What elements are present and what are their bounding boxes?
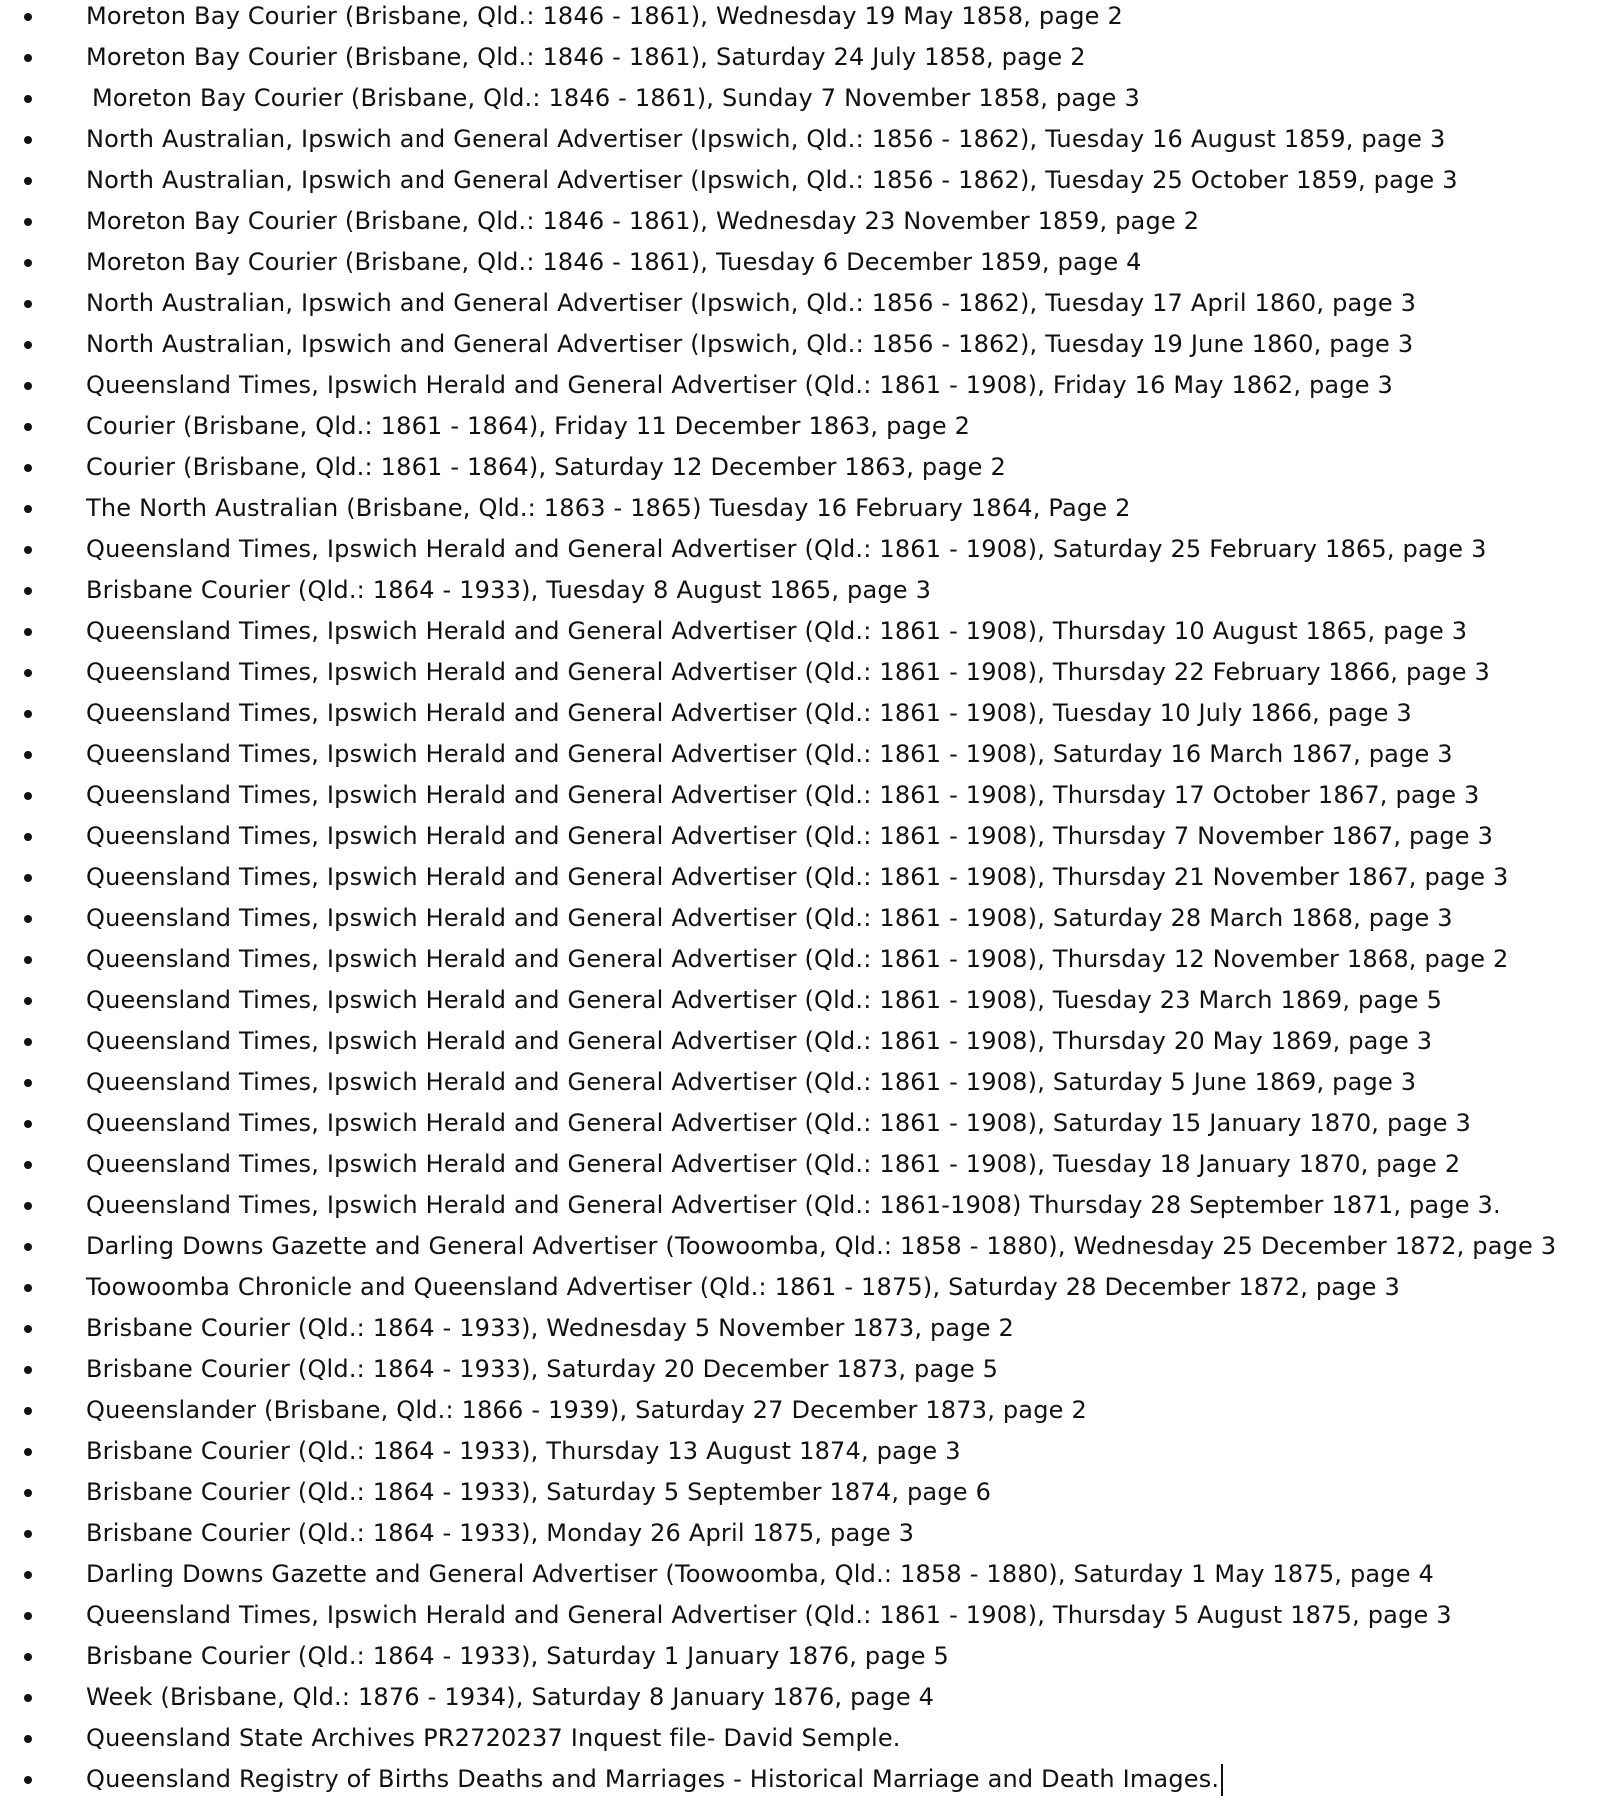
list-item bbox=[0, 1722, 1606, 1763]
bullet-icon bbox=[24, 710, 32, 718]
list-item bbox=[0, 656, 1606, 697]
list-item bbox=[0, 41, 1606, 82]
reference-text[interactable]: North Australian, Ipswich and General Advertiser (Ipswich, Qld.: 1856 - 1862), Tuesday 17 April 1860, page 3 bbox=[86, 289, 1417, 317]
bullet-icon bbox=[24, 259, 32, 267]
bullet-icon bbox=[24, 423, 32, 431]
reference-text[interactable]: Queensland Times, Ipswich Herald and General Advertiser (Qld.: 1861 - 1908), Saturday 25 February 1865, page 3 bbox=[86, 535, 1487, 563]
list-item bbox=[0, 451, 1606, 492]
bullet-icon bbox=[24, 177, 32, 185]
reference-text[interactable]: The North Australian (Brisbane, Qld.: 1863 - 1865) Tuesday 16 February 1864, Page 2 bbox=[86, 494, 1131, 522]
list-item bbox=[0, 123, 1606, 164]
bullet-icon bbox=[24, 382, 32, 390]
reference-text[interactable]: Queenslander (Brisbane, Qld.: 1866 - 1939), Saturday 27 December 1873, page 2 bbox=[86, 1396, 1087, 1424]
reference-text[interactable]: Queensland Times, Ipswich Herald and General Advertiser (Qld.: 1861 - 1908), Tuesday 23 March 1869, page 5 bbox=[86, 986, 1443, 1014]
reference-text[interactable]: Moreton Bay Courier (Brisbane, Qld.: 1846 - 1861), Wednesday 23 November 1859, page 2 bbox=[86, 207, 1200, 235]
reference-text[interactable]: Queensland Times, Ipswich Herald and General Advertiser (Qld.: 1861 - 1908), Thursday 20 May 1869, page 3 bbox=[86, 1027, 1433, 1055]
list-item bbox=[0, 1763, 1606, 1804]
bullet-icon bbox=[24, 1120, 32, 1128]
list-item bbox=[0, 164, 1606, 205]
bullet-icon bbox=[24, 54, 32, 62]
reference-text[interactable]: Darling Downs Gazette and General Advertiser (Toowoomba, Qld.: 1858 - 1880), Saturday 1 May 1875, page 4 bbox=[86, 1560, 1435, 1588]
list-item bbox=[0, 205, 1606, 246]
bullet-icon bbox=[24, 1776, 32, 1784]
list-item bbox=[0, 1107, 1606, 1148]
list-item bbox=[0, 328, 1606, 369]
bullet-icon bbox=[24, 1612, 32, 1620]
reference-text[interactable]: Queensland Times, Ipswich Herald and General Advertiser (Qld.: 1861 - 1908), Saturday 15 January 1870, page 3 bbox=[86, 1109, 1471, 1137]
list-item bbox=[0, 492, 1606, 533]
reference-text[interactable]: Moreton Bay Courier (Brisbane, Qld.: 1846 - 1861), Wednesday 19 May 1858, page 2 bbox=[86, 2, 1123, 30]
list-item bbox=[0, 943, 1606, 984]
bullet-icon bbox=[24, 792, 32, 800]
reference-text[interactable]: Brisbane Courier (Qld.: 1864 - 1933), Thursday 13 August 1874, page 3 bbox=[86, 1437, 961, 1465]
bullet-icon bbox=[24, 1038, 32, 1046]
list-item bbox=[0, 697, 1606, 738]
list-item bbox=[0, 82, 1606, 123]
bullet-icon bbox=[24, 218, 32, 226]
bullet-icon bbox=[24, 1202, 32, 1210]
list-item bbox=[0, 820, 1606, 861]
reference-text[interactable]: Queensland Times, Ipswich Herald and General Advertiser (Qld.: 1861 - 1908), Tuesday 18 January 1870, page 2 bbox=[86, 1150, 1461, 1178]
reference-text[interactable]: Moreton Bay Courier (Brisbane, Qld.: 1846 - 1861), Saturday 24 July 1858, page 2 bbox=[86, 43, 1086, 71]
reference-text[interactable]: Queensland Times, Ipswich Herald and General Advertiser (Qld.: 1861 - 1908), Saturday 28 March 1868, page 3 bbox=[86, 904, 1453, 932]
bullet-icon bbox=[24, 669, 32, 677]
reference-text[interactable]: Brisbane Courier (Qld.: 1864 - 1933), Tuesday 8 August 1865, page 3 bbox=[86, 576, 932, 604]
list-item bbox=[0, 1517, 1606, 1558]
bullet-icon bbox=[24, 956, 32, 964]
list-item bbox=[0, 1599, 1606, 1640]
bullet-icon bbox=[24, 1530, 32, 1538]
text-cursor bbox=[1221, 1764, 1223, 1796]
bullet-icon bbox=[24, 751, 32, 759]
reference-text[interactable]: North Australian, Ipswich and General Advertiser (Ipswich, Qld.: 1856 - 1862), Tuesday 16 August 1859, page 3 bbox=[86, 125, 1446, 153]
bullet-icon bbox=[24, 1243, 32, 1251]
reference-text[interactable]: Moreton Bay Courier (Brisbane, Qld.: 1846 - 1861), Sunday 7 November 1858, page 3 bbox=[92, 84, 1140, 112]
reference-text[interactable]: Queensland Times, Ipswich Herald and General Advertiser (Qld.: 1861 - 1908), Thursday 10 August 1865, page 3 bbox=[86, 617, 1468, 645]
list-item bbox=[0, 984, 1606, 1025]
bullet-icon bbox=[24, 1284, 32, 1292]
bullet-icon bbox=[24, 505, 32, 513]
reference-text[interactable]: Toowoomba Chronicle and Queensland Advertiser (Qld.: 1861 - 1875), Saturday 28 December 1872, page 3 bbox=[86, 1273, 1400, 1301]
reference-text[interactable]: Queensland Times, Ipswich Herald and General Advertiser (Qld.: 1861 - 1908), Thursday 7 November 1867, page 3 bbox=[86, 822, 1494, 850]
reference-text[interactable]: Queensland Times, Ipswich Herald and General Advertiser (Qld.: 1861 - 1908), Thursday 17 October 1867, page 3 bbox=[86, 781, 1480, 809]
reference-text[interactable]: North Australian, Ipswich and General Advertiser (Ipswich, Qld.: 1856 - 1862), Tuesday 19 June 1860, page 3 bbox=[86, 330, 1414, 358]
list-item bbox=[0, 574, 1606, 615]
list-item bbox=[0, 861, 1606, 902]
list-item bbox=[0, 1435, 1606, 1476]
list-item bbox=[0, 1476, 1606, 1517]
reference-text[interactable]: Queensland Times, Ipswich Herald and General Advertiser (Qld.: 1861 - 1908), Thursday 12 November 1868, page 2 bbox=[86, 945, 1509, 973]
bullet-icon bbox=[24, 628, 32, 636]
bullet-icon bbox=[24, 341, 32, 349]
reference-text[interactable]: Brisbane Courier (Qld.: 1864 - 1933), Saturday 1 January 1876, page 5 bbox=[86, 1642, 949, 1670]
reference-text[interactable]: Brisbane Courier (Qld.: 1864 - 1933), Wednesday 5 November 1873, page 2 bbox=[86, 1314, 1015, 1342]
reference-text[interactable]: North Australian, Ipswich and General Advertiser (Ipswich, Qld.: 1856 - 1862), Tuesday 25 October 1859, page 3 bbox=[86, 166, 1458, 194]
bullet-icon bbox=[24, 136, 32, 144]
list-item bbox=[0, 1025, 1606, 1066]
bullet-icon bbox=[24, 874, 32, 882]
list-item bbox=[0, 1312, 1606, 1353]
reference-text[interactable]: Queensland Times, Ipswich Herald and General Advertiser (Qld.: 1861 - 1908), Saturday 16 March 1867, page 3 bbox=[86, 740, 1453, 768]
list-item bbox=[0, 1640, 1606, 1681]
list-item bbox=[0, 287, 1606, 328]
list-item bbox=[0, 1230, 1606, 1271]
reference-text[interactable]: Queensland State Archives PR2720237 Inquest file- David Semple. bbox=[86, 1724, 901, 1752]
bullet-icon bbox=[24, 997, 32, 1005]
bullet-icon bbox=[24, 915, 32, 923]
bullet-icon bbox=[24, 1448, 32, 1456]
bullet-icon bbox=[24, 1325, 32, 1333]
bullet-icon bbox=[24, 546, 32, 554]
bullet-icon bbox=[24, 464, 32, 472]
list-item bbox=[0, 1681, 1606, 1722]
bullet-icon bbox=[24, 300, 32, 308]
list-item bbox=[0, 369, 1606, 410]
bullet-icon bbox=[24, 1489, 32, 1497]
bullet-icon bbox=[24, 587, 32, 595]
reference-text[interactable]: Moreton Bay Courier (Brisbane, Qld.: 1846 - 1861), Tuesday 6 December 1859, page 4 bbox=[86, 248, 1142, 276]
bullet-icon bbox=[24, 13, 32, 21]
bullet-icon bbox=[24, 833, 32, 841]
list-item bbox=[0, 779, 1606, 820]
reference-text[interactable]: Queensland Times, Ipswich Herald and General Advertiser (Qld.: 1861 - 1908), Thursday 22 February 1866, page 3 bbox=[86, 658, 1491, 686]
bullet-icon bbox=[24, 1653, 32, 1661]
reference-text[interactable]: Queensland Times, Ipswich Herald and General Advertiser (Qld.: 1861 - 1908), Tuesday 10 July 1866, page 3 bbox=[86, 699, 1412, 727]
reference-text[interactable]: Queensland Times, Ipswich Herald and General Advertiser (Qld.: 1861 - 1908), Thursday 21 November 1867, page 3 bbox=[86, 863, 1509, 891]
reference-text[interactable]: Courier (Brisbane, Qld.: 1861 - 1864), Saturday 12 December 1863, page 2 bbox=[86, 453, 1006, 481]
list-item bbox=[0, 1148, 1606, 1189]
reference-text[interactable]: Brisbane Courier (Qld.: 1864 - 1933), Saturday 20 December 1873, page 5 bbox=[86, 1355, 999, 1383]
bullet-icon bbox=[24, 1735, 32, 1743]
reference-text[interactable]: Queensland Times, Ipswich Herald and General Advertiser (Qld.: 1861 - 1908), Thursday 5 August 1875, page 3 bbox=[86, 1601, 1452, 1629]
reference-text[interactable]: Darling Downs Gazette and General Advertiser (Toowoomba, Qld.: 1858 - 1880), Wednesday 25 December 1872, page 3 bbox=[86, 1232, 1557, 1260]
list-item bbox=[0, 533, 1606, 574]
bullet-icon bbox=[24, 1571, 32, 1579]
bullet-icon bbox=[24, 1366, 32, 1374]
list-item bbox=[0, 1353, 1606, 1394]
list-item bbox=[0, 902, 1606, 943]
reference-text[interactable]: Brisbane Courier (Qld.: 1864 - 1933), Saturday 5 September 1874, page 6 bbox=[86, 1478, 992, 1506]
list-item bbox=[0, 246, 1606, 287]
list-item bbox=[0, 738, 1606, 779]
list-item bbox=[0, 1394, 1606, 1435]
bullet-icon bbox=[24, 1161, 32, 1169]
reference-text[interactable]: Queensland Times, Ipswich Herald and General Advertiser (Qld.: 1861 - 1908), Friday 16 May 1862, page 3 bbox=[86, 371, 1394, 399]
reference-text[interactable]: Week (Brisbane, Qld.: 1876 - 1934), Saturday 8 January 1876, page 4 bbox=[86, 1683, 935, 1711]
bullet-icon bbox=[24, 95, 32, 103]
list-item bbox=[0, 0, 1606, 41]
bullet-icon bbox=[24, 1694, 32, 1702]
list-item bbox=[0, 1066, 1606, 1107]
reference-text[interactable]: Brisbane Courier (Qld.: 1864 - 1933), Monday 26 April 1875, page 3 bbox=[86, 1519, 915, 1547]
bullet-icon bbox=[24, 1407, 32, 1415]
reference-text[interactable]: Queensland Times, Ipswich Herald and General Advertiser (Qld.: 1861-1908) Thursday 28 September 1871, page 3. bbox=[86, 1191, 1501, 1219]
list-item bbox=[0, 410, 1606, 451]
list-item bbox=[0, 1558, 1606, 1599]
bullet-icon bbox=[24, 1079, 32, 1087]
list-item bbox=[0, 1271, 1606, 1312]
list-item bbox=[0, 615, 1606, 656]
list-item bbox=[0, 1189, 1606, 1230]
reference-text[interactable]: Queensland Registry of Births Deaths and Marriages - Historical Marriage and Death Images. bbox=[86, 1763, 1223, 1796]
reference-text[interactable]: Courier (Brisbane, Qld.: 1861 - 1864), Friday 11 December 1863, page 2 bbox=[86, 412, 971, 440]
reference-text[interactable]: Queensland Times, Ipswich Herald and General Advertiser (Qld.: 1861 - 1908), Saturday 5 June 1869, page 3 bbox=[86, 1068, 1417, 1096]
